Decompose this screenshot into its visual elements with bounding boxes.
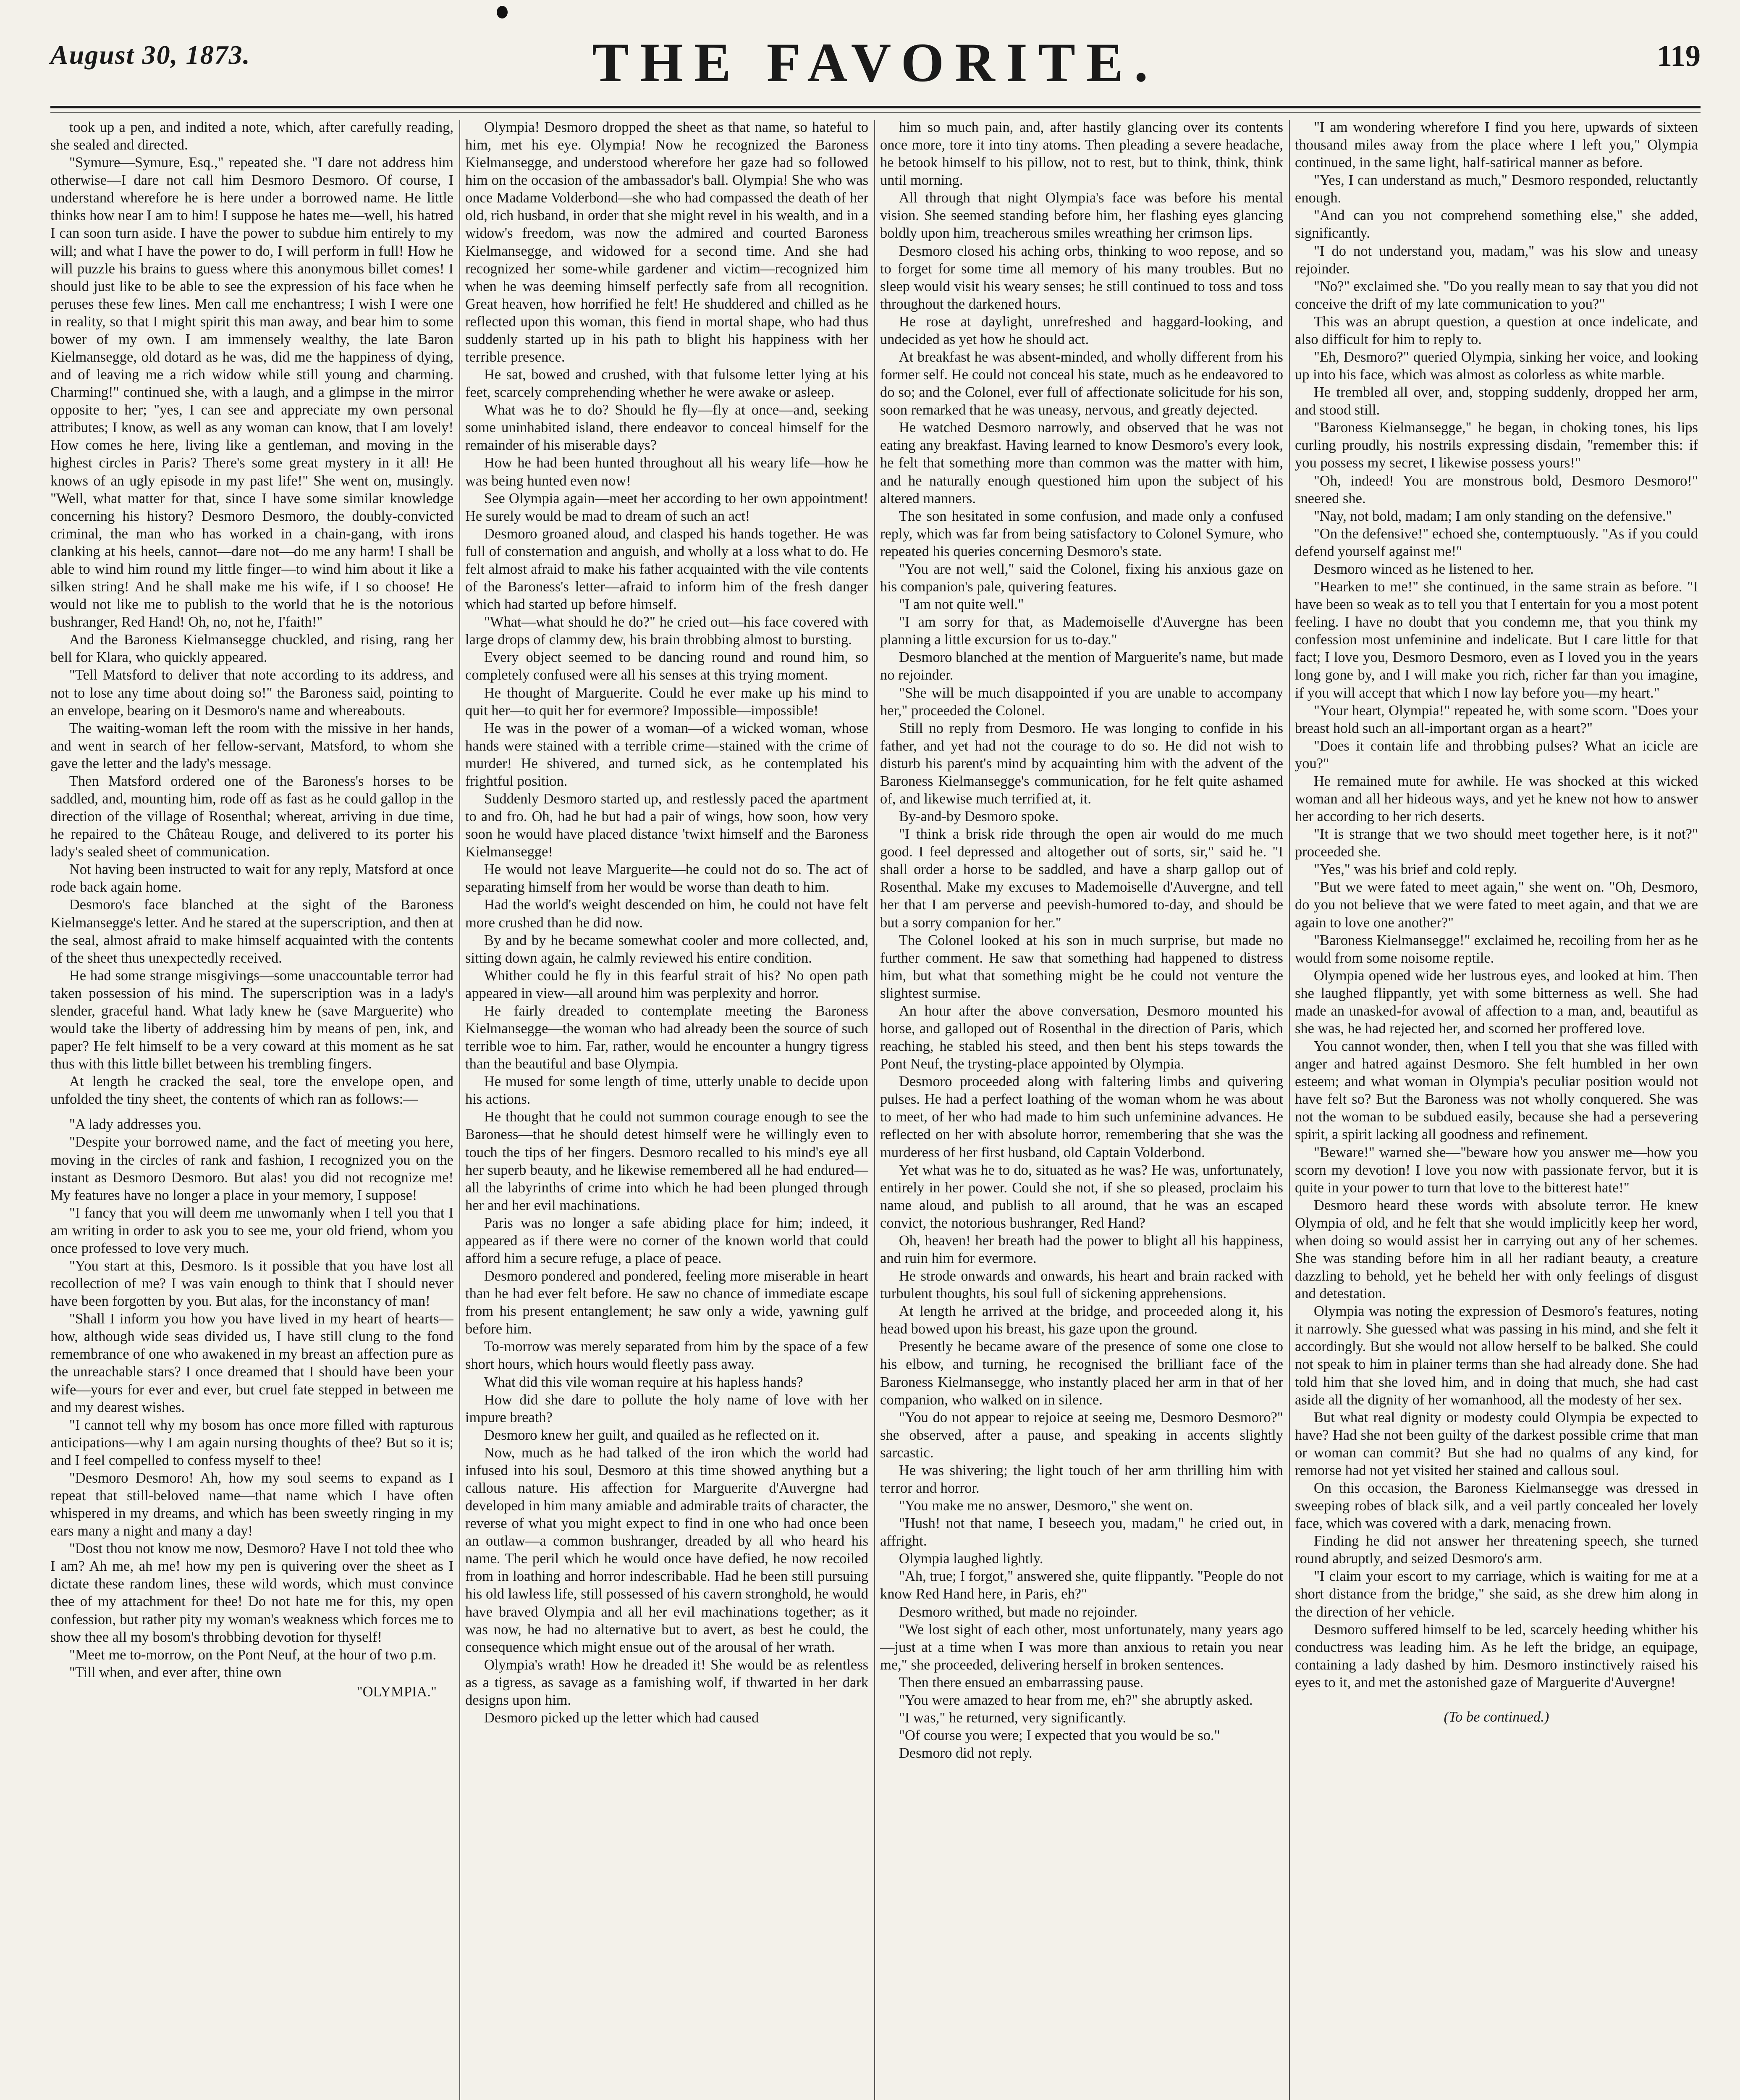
paragraph: At length he cracked the seal, tore the envelope open, and unfolded the tiny sheet, the contents of which ran as follows:— [50, 1074, 453, 1108]
ink-dot [497, 6, 508, 18]
paragraph: Then Matsford ordered one of the Baroness's horses to be saddled, and, mounting him, rode off as fast as he could gallop in the direction of the village of Rosenthal; whereat, arriving in due time, he repaired to the Château Rouge, and delivered to its porter his lady's sealed sheet of communication. [50, 773, 453, 860]
paragraph: How he had been hunted throughout all his weary life—how he was being hunted even now! [465, 455, 868, 489]
paragraph: Olympia! Desmoro dropped the sheet as that name, so hateful to him, met his eye. Olympia! Now he recognized the Baroness Kielmansegge, and understood wherefore her gaze had so followed him on the occasion of the ambassador's ball. Olympia! She who was once Madame Volderbond—she who had compassed the death of her old, rich husband, in order that she might revel in his wealth, and in a widow's freedom, was now the admired and courted Baroness Kielmansegge, and widowed for a second time. And she had recognized her some-while gardener and victim—recognized him when he was deeming himself perfectly safe from all recognition. Great heaven, how horrified he felt! He shuddered and chilled as he reflected upon this woman, this fiend in mortal shape, who had thus suddenly started up in his path to blight his happiness with her terrible presence. [465, 119, 868, 365]
paragraph: By-and-by Desmoro spoke. [899, 808, 1059, 825]
paragraph: "Ah, true; I forgot," answered she, quite flippantly. "People do not know Red Hand here, in Paris, eh?" [880, 1568, 1283, 1602]
paragraph: Desmoro suffered himself to be led, scarcely heeding whither his conductress was leading him. As he left the bridge, an equipage, containing a lady dashed by him. Desmoro instinctively raised his eyes to it, and met the astonished gaze of Marguerite d'Auvergne! [1295, 1621, 1698, 1690]
article-column-3 [880, 118, 1283, 2100]
paragraph: "Dost thou not know me now, Desmoro? Have I not told thee who I am? Ah me, ah me! how my pen is quivering over the sheet as I dictate these random lines, these wild words, which must convince thee of my attachment for thee! Do not hate me for this, my open confession, but rather pity my woman's weakness which forces me to show thee all my bosom's throbbing devotion for thyself! [50, 1541, 453, 1645]
paragraph: "I think a brisk ride through the open air would do me much good. I feel depressed and altogether out of sorts, sir," said he. "I shall order a horse to be saddled, and have a sharp gallop out of Rosenthal. Make my excuses to Mademoiselle d'Auvergne, and tell her that I am perverse and peevish-humored to-day, and should be but a sorry companion for her." [880, 826, 1283, 931]
paragraph: "Oh, indeed! You are monstrous bold, Desmoro Desmoro!" sneered she. [1295, 472, 1698, 507]
paragraph: He sat, bowed and crushed, with that fulsome letter lying at his feet, scarcely comprehending whether he were awake or asleep. [465, 367, 868, 401]
article-column-2 [465, 118, 868, 2100]
paragraph: "You do not appear to rejoice at seeing me, Desmoro Desmoro?" she observed, after a pause, and speaking in accents slightly sarcastic. [880, 1409, 1283, 1461]
paragraph: "What—what should he do?" he cried out—his face covered with large drops of clammy dew, his brain throbbing almost to bursting. [465, 614, 868, 648]
masthead [50, 26, 1701, 106]
paragraph: How did she dare to pollute the holy name of love with her impure breath? [465, 1391, 868, 1425]
spacer [50, 1108, 453, 1116]
paragraph: "You make me no answer, Desmoro," she went on. [899, 1498, 1193, 1514]
header-rule-thin [50, 112, 1701, 113]
paragraph: He mused for some length of time, utterly unable to decide upon his actions. [465, 1074, 868, 1108]
paragraph: He would not leave Marguerite—he could not do so. The act of separating himself from her would be worse than death to him. [465, 861, 868, 895]
paragraph: "Symure—Symure, Esq.," repeated she. "I dare not address him otherwise—I dare not call him Desmoro Desmoro. Of course, I understand wherefore he is here under a borrowed name. He little thinks how near I am to him! I suppose he hates me—well, his hatred I can soon turn aside. I have the power to subdue him entirely to my will; and what I have the power to do, I will perform in full! How he will puzzle his brains to guess where this anonymous billet comes! I should just like to be able to see the expression of his face when he peruses these few lines. Men call me enchantress; I wish I were one in reality, so that I might spirit this man away, and bear him to some bower of my own. I am immensely wealthy, the late Baron Kielmansegge, old dotard as he was, did me the happiness of dying, and of leaving me a rich widow while still young and charming. Charming!" continued she, with a laugh, and a glimpse in the mirror opposite to her; "yes, I can see and appreciate my own personal attributes; I know, as well as any woman can know, that I am lovely! How comes he here, living like a gentleman, and moving in the highest circles in Paris? There's some great mystery in it all! He knows of an ugly episode in my past life!" She went on, musingly. "Well, what matter for that, since I have some similar knowledge concerning his history? Desmoro Desmoro, the doubly-convicted criminal, the man who has worked in a chain-gang, with irons clanking at his heels, cannot—dare not—do me any harm! I shall be able to wind him round my little finger—to wind him about it like a silken string! And he shall make me his wife, if I so choose! He would not like me to publish to the world that he is the notorious bushranger, Red Hand! Oh, no, not he, I'faith!" [50, 155, 453, 630]
paragraph: "Your heart, Olympia!" repeated he, with some scorn. "Does your breast hold such an all-important organ as a heart?" [1295, 702, 1698, 736]
paragraph: To-morrow was merely separated from him by the space of a few short hours, which hours would fleetly pass away. [465, 1339, 868, 1373]
paragraph: Desmoro blanched at the mention of Marguerite's name, but made no rejoinder. [880, 649, 1283, 683]
paragraph: Desmoro heard these words with absolute terror. He knew Olympia of old, and he felt that she would implicitly keep her word, when doing so would assist her in carrying out any of her schemes. She was standing before him in all her radiant beauty, a creature dazzling to behold, yet he beheld her with only feelings of disgust and detestation. [1295, 1197, 1698, 1302]
page-number: 119 [1656, 39, 1701, 73]
issue-date: August 30, 1873. [50, 40, 251, 70]
paragraph: Desmoro did not reply. [899, 1745, 1032, 1761]
paragraph: At length he arrived at the bridge, and proceeded along it, his head bowed upon his breast, his gaze upon the ground. [880, 1303, 1283, 1337]
paragraph: Olympia laughed lightly. [899, 1551, 1043, 1567]
paragraph: "We lost sight of each other, most unfortunately, many years ago—just at a time when I was more than anxious to retain you near me," she proceeded, delivering herself in broken sentences. [880, 1621, 1283, 1673]
paragraph: "I am wondering wherefore I find you here, upwards of sixteen thousand miles away from the place where I left you," Olympia continued, in the same light, half-satirical manner as before. [1295, 119, 1698, 171]
paragraph: Now, much as he had talked of the iron which the world had infused into his soul, Desmoro at this time showed anything but a callous nature. His affection for Marguerite d'Auvergne had developed in him many amiable and admirable traits of character, the reverse of what you might expect to find in one who had once been an outlaw—a common bushranger, dreaded by all who heard his name. The peril which he would once have defied, he now recoiled from in loathing and horror indescribable. Had he been still pursuing his old lawless life, still possessed of his cavern stronghold, he would have braved Olympia and all her evil machinations together; as it was now, he had no alternative but to avert, as best he could, the consequence which might ensue out of the arousal of her wrath. [465, 1444, 868, 1655]
paragraph: Desmoro knew her guilt, and quailed as he reflected on it. [484, 1427, 820, 1443]
paragraph: He fairly dreaded to contemplate meeting the Baroness Kielmansegge—the woman who had already been the source of such terrible woe to him. Far, rather, would he encounter a hungry tigress than the beautiful and base Olympia. [465, 1003, 868, 1072]
paragraph: Olympia opened wide her lustrous eyes, and looked at him. Then she laughed flippantly, yet with some bitterness as well. She had made an unasked-for avowal of affection to a man, and, beautiful as she was, he had rejected her, and scorned her proffered love. [1295, 967, 1698, 1037]
paragraph: On this occasion, the Baroness Kielmansegge was dressed in sweeping robes of black silk, and a veil partly concealed her lovely face, which was covered with a dark, menacing frown. [1295, 1480, 1698, 1532]
paragraph: "You were amazed to hear from me, eh?" she abruptly asked. [899, 1692, 1253, 1708]
paragraph: "Despite your borrowed name, and the fact of meeting you here, moving in the circles of rank and fashion, I recognized you on the instant as Desmoro Desmoro. But alas! you did not recognize me! My features have no longer a place in your memory, I suppose! [50, 1134, 453, 1203]
paragraph: Desmoro proceeded along with faltering limbs and quivering pulses. He had a perfect loathing of the woman whom he was about to meet, of her who had made to him such unfeminine advances. He reflected on her with absolute horror, remembering that she was the murderess of her first husband, old Captain Volderbond. [880, 1074, 1283, 1160]
paragraph: "Shall I inform you how you have lived in my heart of hearts—how, although wide seas divided us, I have still clung to the fond remembrance of one who awakened in my breast an affection pure as the unreachable stars? I once dreamed that I should have been your wife—yours for ever and ever, but cruel fate stepped in between me and my dearest wishes. [50, 1311, 453, 1415]
paragraph: Presently he became aware of the presence of some one close to his elbow, and turning, he recognised the brilliant face of the Baroness Kielmansegge, who instantly placed her arm in that of her companion, who walked on in silence. [880, 1339, 1283, 1408]
paragraph: All through that night Olympia's face was before his mental vision. She seemed standing before him, her flashing eyes glancing boldly upon him, treacherous smiles wreathing her crimson lips. [880, 190, 1283, 242]
paragraph: You cannot wonder, then, when I tell you that she was filled with anger and hatred against Desmoro. She felt humbled in her own esteem; and what woman in Olympia's peculiar position would not have felt so? But the Baroness was not wholly conquered. She was not the woman to be subdued easily, because she had a persevering spirit, a spirit lacking all goodness and refinement. [1295, 1038, 1698, 1143]
paragraph: Desmoro winced as he listened to her. [1313, 561, 1534, 577]
paragraph: "I claim your escort to my carriage, which is waiting for me at a short distance from the bridge," she said, as she drew him along in the direction of her vehicle. [1295, 1568, 1698, 1620]
paragraph: Desmoro's face blanched at the sight of the Baroness Kielmansegge's letter. And he stared at the superscription, and then at the seal, almost afraid to make himself acquainted with the contents of the sheet thus unexpectedly received. [50, 897, 453, 966]
paragraph: "Meet me to-morrow, on the Pont Neuf, at the hour of two p.m. [69, 1646, 437, 1663]
paragraph: "Hush! not that name, I beseech you, madam," he cried out, in affright. [880, 1515, 1283, 1549]
paragraph: What did this vile woman require at his hapless hands? [484, 1374, 803, 1390]
letter-signature: "OLYMPIA." [356, 1683, 437, 1700]
paragraph: "No?" exclaimed she. "Do you really mean to say that you did not conceive the drift of my late communication to you?" [1295, 278, 1698, 312]
paragraph: "A lady addresses you. [69, 1116, 202, 1133]
paragraph: By and by he became somewhat cooler and more collected, and, sitting down again, he calmly reviewed his entire condition. [465, 932, 868, 966]
paragraph: The Colonel looked at his son in much surprise, but made no further comment. He saw that something had happened to distress him, but what that something might be he could not venture the slightest surmise. [880, 932, 1283, 1001]
column-divider [1289, 120, 1290, 2100]
paragraph: "I am not quite well." [899, 596, 1024, 613]
column-divider [459, 120, 460, 2100]
paragraph: He thought that he could not summon courage enough to see the Baroness—that he should detest himself were he willingly even to touch the tips of her fingers. Desmoro recalled to his mind's eye all her superb beauty, and he likewise remembered all he had endured—all the labyrinths of crime into which he had been plunged through her and her evil machinations. [465, 1109, 868, 1213]
paragraph: He watched Desmoro narrowly, and observed that he was not eating any breakfast. Having learned to know Desmoro's every look, he felt that something more than common was the matter with him, and he naturally enough questioned him upon the subject of his altered manners. [880, 420, 1283, 507]
paragraph: "On the defensive!" echoed she, contemptuously. "As if you could defend yourself against me!" [1295, 525, 1698, 559]
paragraph: "I was," he returned, very significantly. [899, 1710, 1127, 1726]
article-column-1 [50, 118, 453, 2100]
paragraph: "I am sorry for that, as Mademoiselle d'Auvergne has been planning a little excursion for us to-day." [880, 614, 1283, 648]
paragraph: What was he to do? Should he fly—fly at once—and, seeking some uninhabited island, there endeavor to conceal himself for the remainder of his miserable days? [465, 402, 868, 454]
paragraph: He rose at daylight, unrefreshed and haggard-looking, and undecided as yet how he should act. [880, 313, 1283, 347]
paragraph: "I fancy that you will deem me unwomanly when I tell you that I am writing in order to ask you to see me, your old friend, whom you once professed to love very much. [50, 1205, 453, 1256]
paragraph: "Beware!" warned she—"beware how you answer me—how you scorn my devotion! I love you now with passionate fervor, but it is quite in your power to turn that love to the bitterest hate!" [1295, 1144, 1698, 1196]
paragraph: "Till when, and ever after, thine own [69, 1664, 282, 1680]
paragraph: He was shivering; the light touch of her arm thrilling him with terror and horror. [880, 1462, 1283, 1496]
paragraph: Oh, heaven! her breath had the power to blight all his happiness, and ruin him for evermore. [880, 1232, 1283, 1266]
paragraph: Every object seemed to be dancing round and round him, so completely confused were all his senses at this trying moment. [465, 649, 868, 683]
paragraph: "Desmoro Desmoro! Ah, how my soul seems to expand as I repeat that still-beloved name—that name which I have often whispered in my dreams, and which has been sweetly ringing in my ears many a night and many a day! [50, 1470, 453, 1539]
paragraph: "You are not well," said the Colonel, fixing his anxious gaze on his companion's pale, quivering features. [880, 561, 1283, 595]
paragraph: Then there ensued an embarrassing pause. [899, 1674, 1144, 1690]
paragraph: "But we were fated to meet again," she went on. "Oh, Desmoro, do you not believe that we were fated to meet again, and that we are again to love one another?" [1295, 879, 1698, 931]
paragraph: Desmoro writhed, but made no rejoinder. [899, 1604, 1137, 1620]
paragraph: Finding he did not answer her threatening speech, she turned round abruptly, and seized Desmoro's arm. [1295, 1533, 1698, 1567]
paragraph: This was an abrupt question, a question at once indelicate, and also difficult for him to reply to. [1295, 313, 1698, 347]
paragraph: "And can you not comprehend something else," she added, significantly. [1295, 207, 1698, 242]
paragraph: Olympia's wrath! How he dreaded it! She would be as relentless as a tigress, as savage as a famishing wolf, if thwarted in her dark designs upon him. [465, 1656, 868, 1708]
paragraph: Not having been instructed to wait for any reply, Matsford at once rode back again home. [50, 861, 453, 895]
paragraph: "You start at this, Desmoro. Is it possible that you have lost all recollection of me? I was vain enough to think that I should never have been forgotten by you. But alas, for the inconstancy of man! [50, 1258, 453, 1310]
paragraph: Paris was no longer a safe abiding place for him; indeed, it appeared as if there were no corner of the known world that could afford him a secure refuge, a place of peace. [465, 1215, 868, 1266]
paragraph: He trembled all over, and, stopping suddenly, dropped her arm, and stood still. [1295, 384, 1698, 418]
paragraph: took up a pen, and indited a note, which, after carefully reading, she sealed and directed. [50, 119, 453, 153]
paragraph: "Yes, I can understand as much," Desmoro responded, reluctantly enough. [1295, 172, 1698, 206]
paragraph: He strode onwards and onwards, his heart and brain racked with turbulent thoughts, his soul full of sickening apprehensions. [880, 1268, 1283, 1302]
paragraph: "She will be much disappointed if you are unable to accompany her," proceeded the Colonel. [880, 685, 1283, 719]
paragraph: He thought of Marguerite. Could he ever make up his mind to quit her—to quit her for evermore? Impossible—impossible! [465, 685, 868, 719]
paragraph: But what real dignity or modesty could Olympia be expected to have? Had she not been guilty of the darkest possible crime that man or woman can commit? But she had no qualms of any kind, for remorse had not yet visited her stained and callous soul. [1295, 1409, 1698, 1478]
paragraph: "Yes," was his brief and cold reply. [1313, 861, 1517, 878]
paragraph: Whither could he fly in this fearful strait of his? No open path appeared in view—all around him was perplexity and horror. [465, 967, 868, 1001]
paragraph: And the Baroness Kielmansegge chuckled, and rising, rang her bell for Klara, who quickly appeared. [50, 632, 453, 666]
paragraph: Desmoro groaned aloud, and clasped his hands together. He was full of consternation and anguish, and wholly at a loss what to do. He felt almost afraid to make his father acquainted with the vile contents of the Baroness's letter—afraid to inform him of the fresh danger which had started up before himself. [465, 525, 868, 613]
paragraph: "I do not understand you, madam," was his slow and uneasy rejoinder. [1295, 243, 1698, 277]
paragraph: "Baroness Kielmansegge!" exclaimed he, recoiling from her as he would from some noisome reptile. [1295, 932, 1698, 966]
paragraph: He remained mute for awhile. He was shocked at this wicked woman and all her hideous ways, and yet he knew not how to answer her according to her rich deserts. [1295, 773, 1698, 825]
paragraph: Suddenly Desmoro started up, and restlessly paced the apartment to and fro. Oh, had he but had a pair of wings, how soon, how very soon he would have placed distance 'twixt himself and the Baroness Kielmansegge! [465, 790, 868, 860]
article-column-4 [1295, 118, 1698, 2100]
paragraph: "Tell Matsford to deliver that note according to its address, and not to lose any time about doing so!" the Baroness said, pointing to an envelope, bearing on it Desmoro's name and whereabouts. [50, 667, 453, 719]
paragraph: Still no reply from Desmoro. He was longing to confide in his father, and yet had not the courage to do so. He did not wish to disturb his parent's mind by acquainting him with the advent of the Baroness Kielmansegge's communication, for he felt quite ashamed of, and likewise much terrified at, it. [880, 720, 1283, 807]
paragraph: Desmoro pondered and pondered, feeling more miserable in heart than he had ever felt before. He saw no chance of immediate escape from his present entanglement; he saw only a wide, yawning gulf before him. [465, 1268, 868, 1337]
paragraph: An hour after the above conversation, Desmoro mounted his horse, and galloped out of Rosenthal in the direction of Paris, which reaching, he stabled his steed, and then bent his steps towards the Pont Neuf, the trysting-place appointed by Olympia. [880, 1003, 1283, 1072]
paragraph: He had some strange misgivings—some unaccountable terror had taken possession of his mind. The superscription was in a lady's slender, graceful hand. What lady knew he (save Marguerite) who would take the liberty of addressing him by means of pen, ink, and paper? He felt himself to be a very coward at this moment as he sat thus with this little billet between his trembling fingers. [50, 967, 453, 1072]
paragraph: Olympia was noting the expression of Desmoro's features, noting it narrowly. She guessed what was passing in his mind, and she felt it accordingly. But she would not allow herself to be balked. She could not speak to him in plainer terms than she had already done. She had told him that she loved him, and in doing that much, she had cast aside all the dignity of her womanhood, all the modesty of her sex. [1295, 1303, 1698, 1408]
paragraph: The son hesitated in some confusion, and made only a confused reply, which was far from being satisfactory to Colonel Symure, who repeated his queries concerning Desmoro's state. [880, 508, 1283, 559]
paragraph: Yet what was he to do, situated as he was? He was, unfortunately, entirely in her power. Could she not, if she so pleased, proclaim his name aloud, and publish to all around, that he was an escaped convict, the notorious bushranger, Red Hand? [880, 1162, 1283, 1231]
paragraph: "Of course you were; I expected that you would be so." [899, 1727, 1220, 1744]
header-rule [50, 106, 1701, 108]
paragraph: He was in the power of a woman—of a wicked woman, whose hands were stained with a terrible crime—stained with the crime of murder! He shivered, and turned sick, as he contemplated his frightful position. [465, 720, 868, 789]
paragraph: "Nay, not bold, madam; I am only standing on the defensive." [1313, 508, 1672, 524]
paragraph: At breakfast he was absent-minded, and wholly different from his former self. He could not conceal his state, much as he endeavored to do so; and the Colonel, ever full of affectionate solicitude for his son, soon remarked that he was uneasy, nervous, and greatly dejected. [880, 349, 1283, 418]
paragraph: "Baroness Kielmansegge," he began, in choking tones, his lips curling proudly, his nostrils expressing disdain, "remember this: if you possess my secret, I likewise possess yours!" [1295, 420, 1698, 471]
paragraph: "I cannot tell why my bosom has once more filled with rapturous anticipations—why I am again nursing thoughts of thee? But so it is; and I feel compelled to confess myself to thee! [50, 1417, 453, 1468]
paragraph: "Hearken to me!" she continued, in the same strain as before. "I have been so weak as to tell you that I entertain for you a most potent feeling. I have no doubt that you condemn me, that you think my confession most unfeminine and indelicate. But I care little for that fact; I love you, Desmoro Desmoro, even as I loved you in the years long gone by, and I will make you rich, richer far than you imagine, if you will accept that which I now lay before you—my heart." [1295, 579, 1698, 701]
paragraph: "Does it contain life and throbbing pulses? What an icicle are you?" [1295, 738, 1698, 772]
paragraph: Had the world's weight descended on him, he could not have felt more crushed than he did now. [465, 897, 868, 931]
paragraph: "It is strange that we two should meet together here, is it not?" proceeded she. [1295, 826, 1698, 860]
paragraph: "Eh, Desmoro?" queried Olympia, sinking her voice, and looking up into his face, which was almost as colorless as white marble. [1295, 349, 1698, 383]
column-divider [874, 120, 875, 2100]
paragraph: Desmoro closed his aching orbs, thinking to woo repose, and so to forget for some time all memory of his many troubles. But no sleep would visit his weary senses; he still continued to toss and toss throughout the darkened hours. [880, 243, 1283, 312]
paragraph: him so much pain, and, after hastily glancing over its contents once more, tore it into tiny atoms. Then pleading a severe headache, he betook himself to his pillow, not to rest, but to think, think, think until morning. [880, 119, 1283, 189]
paragraph: Desmoro picked up the letter which had caused [484, 1710, 759, 1726]
to-be-continued: (To be continued.) [1444, 1709, 1549, 1725]
newspaper-title: THE FAVORITE. [592, 32, 1159, 93]
paragraph: The waiting-woman left the room with the missive in her hands, and went in search of her fellow-servant, Matsford, to whom she gave the letter and the lady's message. [50, 720, 453, 772]
paragraph: See Olympia again—meet her according to her own appointment! He surely would be mad to dream of such an act! [465, 490, 868, 524]
